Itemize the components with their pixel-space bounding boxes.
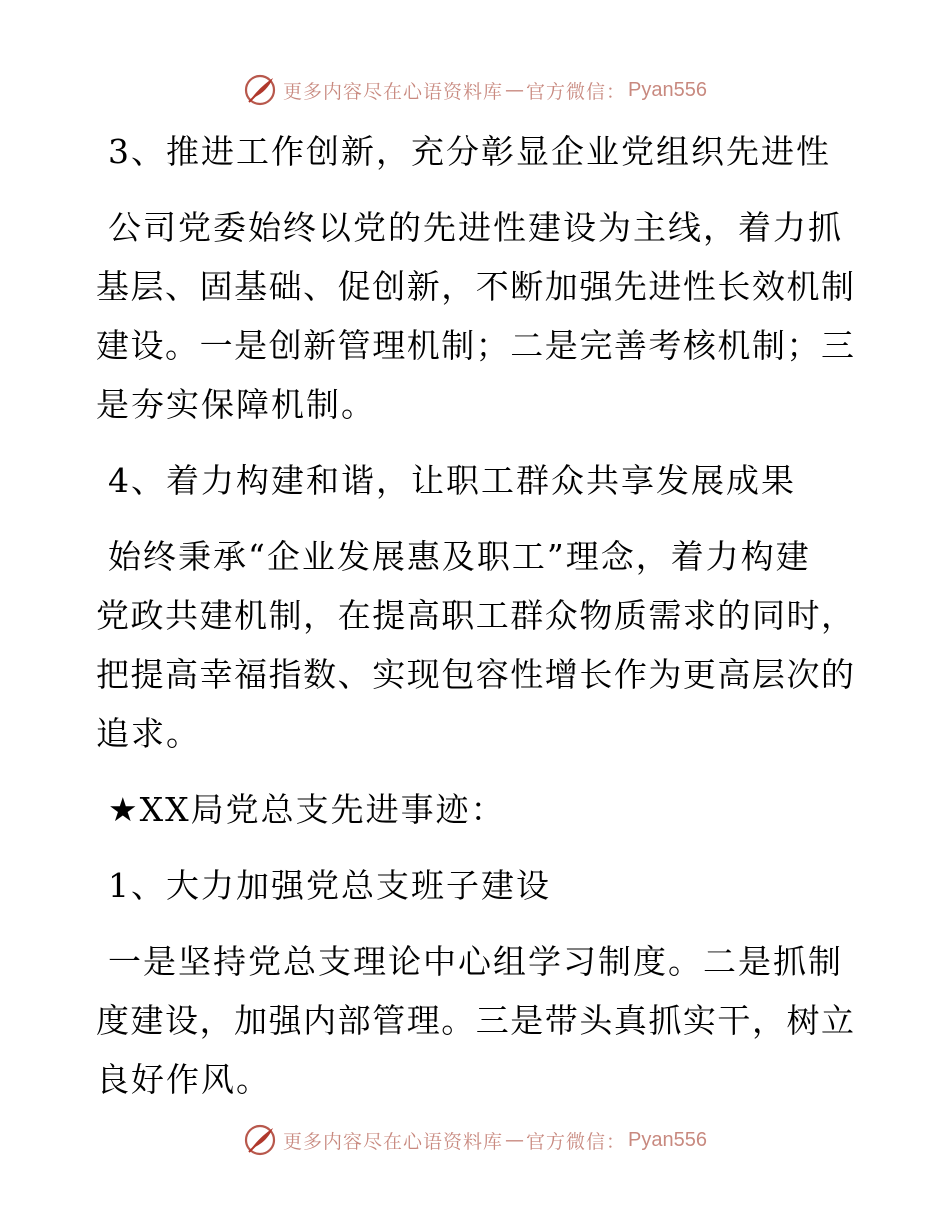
paragraph-line: 一是坚持党总支理论中心组学习制度。二是抓制 [108,942,843,981]
paragraph-line: 公司党委始终以党的先进性建设为主线，着力抓 [108,208,843,247]
feather-logo-icon [243,73,277,107]
section-title: ★XX局党总支先进事迹： [108,790,506,829]
paragraph-1 [96,198,854,434]
paragraph-3 [96,932,854,1109]
paragraph-line: 始终秉承“企业发展惠及职工”理念，着力构建 [108,537,811,576]
paragraph-line: 把提高幸福指数、实现包容性增长作为更高层次的 [96,655,854,694]
document-body [96,122,854,1109]
official-wechat-label: 官方微信： [526,1130,627,1153]
heading-4: 4、着力构建和谐，让职工群众共享发展成果 [108,461,796,500]
site-name: 更多内容尽在心语资料库 [283,80,504,103]
wechat-id: Pyan556 [628,1128,707,1151]
paragraph-line: 度建设，加强内部管理。三是带头真抓实干，树立 [96,1001,854,1040]
feather-logo-icon [243,1123,277,1157]
wechat-id: Pyan556 [628,78,707,101]
separator-dash: — [505,1129,525,1151]
site-name: 更多内容尽在心语资料库 [283,1130,504,1153]
header-banner [0,70,950,110]
paragraph-line: 党政共建机制，在提高职工群众物质需求的同时， [96,596,854,635]
paragraph-line: 基层、固基础、促创新，不断加强先进性长效机制 [96,267,854,306]
heading-3: 3、推进工作创新，充分彰显企业党组织先进性 [108,132,831,171]
paragraph-line: 良好作风。 [96,1060,271,1099]
paragraph-line: 追求。 [96,714,201,753]
paragraph-line: 是夯实保障机制。 [96,385,376,424]
paragraph-line: 建设。一是创新管理机制；二是完善考核机制；三 [96,326,854,365]
paragraph-2 [96,527,854,763]
footer-banner [0,1120,950,1160]
official-wechat-label: 官方微信： [526,80,627,103]
heading-1: 1、大力加强党总支班子建设 [108,866,551,905]
separator-dash: — [505,79,525,101]
